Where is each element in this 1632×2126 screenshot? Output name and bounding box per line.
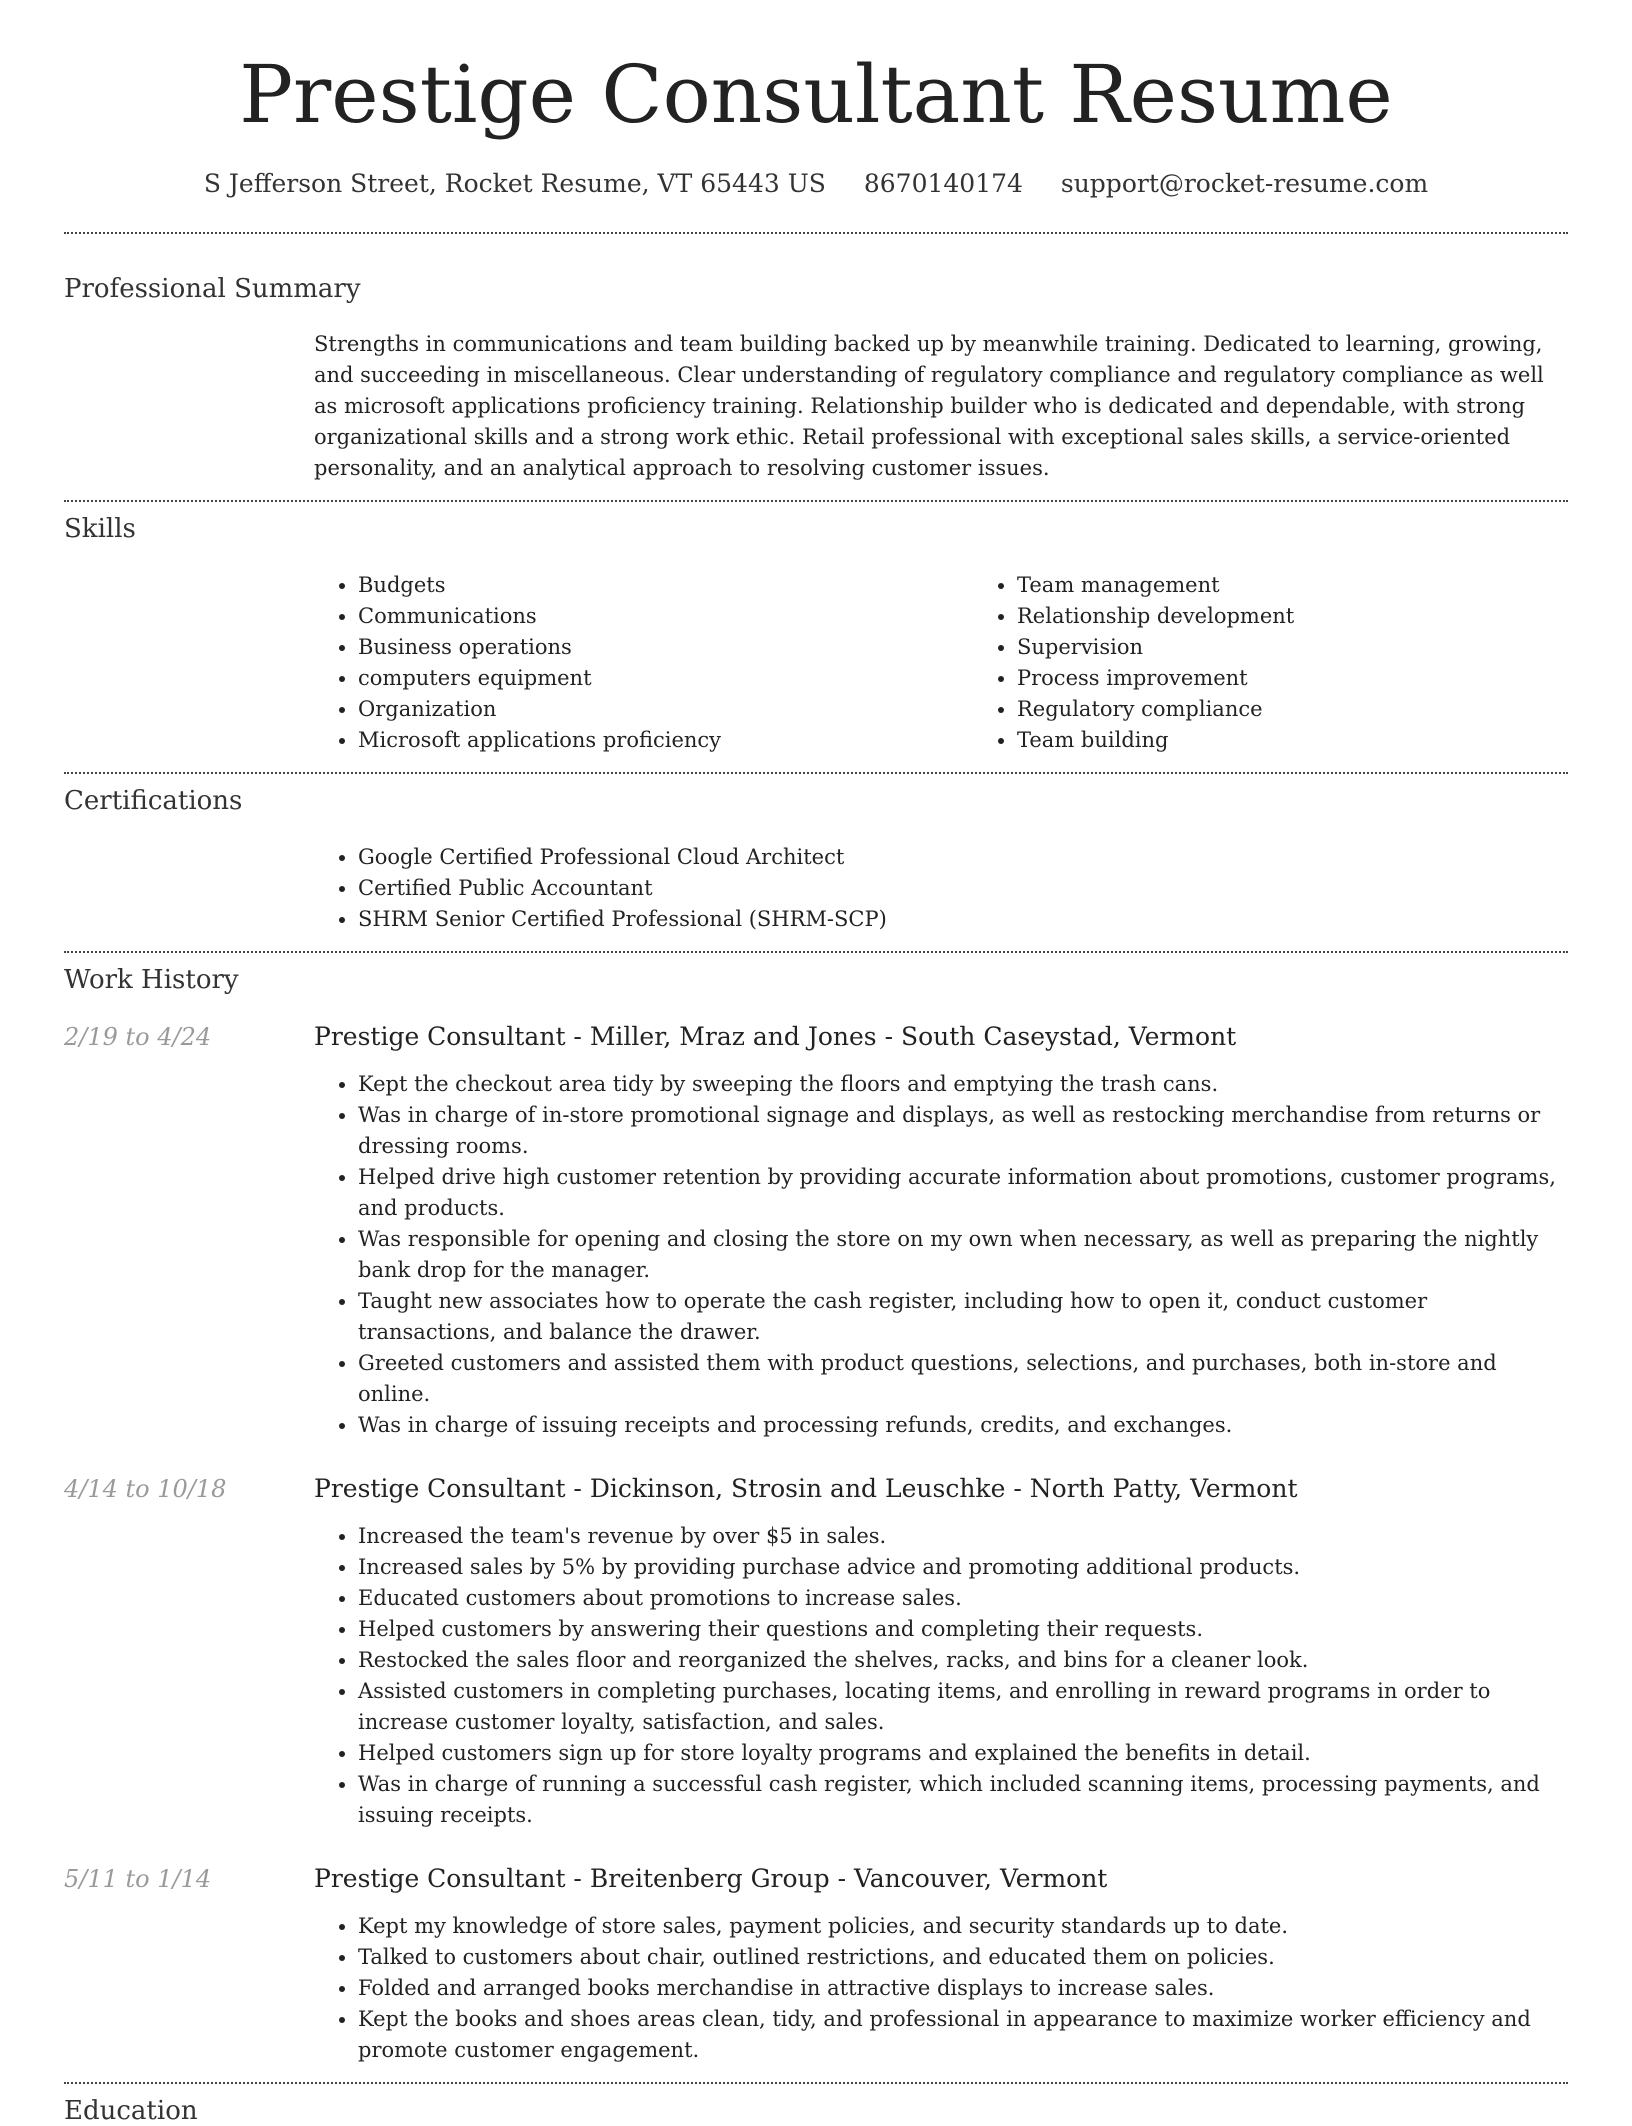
list-item: • Restocked the sales floor and reorganized the shelves, racks, and bins for a cleaner look. [358,1645,1568,1676]
summary-content [314,329,1568,484]
skills-list-right [973,570,1632,756]
list-item: • Supervision [1017,632,1632,663]
section-heading: Skills [64,514,136,544]
section-heading: Professional Summary [64,274,361,304]
list-item: • Team management [1017,570,1632,601]
list-item: • Was responsible for opening and closing the store on my own when necessary, as well as preparing the nightly bank drop for the manager. [358,1224,1568,1286]
list-item: • Regulatory compliance [1017,694,1632,725]
section-education [64,2084,1568,2126]
job-title: Prestige Consultant - Breitenberg Group - Vancouver, Vermont [314,1864,1108,1893]
job-entry [64,1471,1568,1831]
list-item: • Relationship development [1017,601,1632,632]
section-heading: Education [64,2096,198,2126]
list-item: • Microsoft applications proficiency [358,725,973,756]
list-item: • Was in charge of in-store promotional signage and displays, as well as restocking merchandise from returns or dressing rooms. [358,1100,1568,1162]
certifications-content [314,842,1568,935]
list-item: • Increased sales by 5% by providing purchase advice and promoting additional products. [358,1552,1568,1583]
certifications-list [314,842,1568,935]
contact-line [64,169,1568,198]
list-item: • computers equipment [358,663,973,694]
job-bullets [314,1911,1568,2066]
list-item: • Certified Public Accountant [358,873,1568,904]
list-item: • Kept the checkout area tidy by sweeping the floors and emptying the trash cans. [358,1069,1568,1100]
section-certifications [64,774,1568,935]
job-bullets [314,1069,1568,1441]
list-item: • Process improvement [1017,663,1632,694]
summary-text: Strengths in communications and team building backed up by meanwhile training. Dedicated to learning, growing, and succeeding in miscellaneous. Clear understanding of regulatory compliance and regulatory compliance as well as microsoft applications proficiency training. Relationship builder who is dedicated and dependable, with strong organizational skills and a strong work ethic. Retail professional with exceptional sales skills, a service-oriented personality, and an analytical approach to resolving customer issues. [314,332,1544,480]
list-item: • Helped drive high customer retention by providing accurate information about promotions, customer programs, and products. [358,1162,1568,1224]
job-entry [64,1861,1568,2066]
job-title: Prestige Consultant - Dickinson, Strosin and Leuschke - North Patty, Vermont [314,1474,1298,1503]
list-item: • Kept my knowledge of store sales, payment policies, and security standards up to date. [358,1911,1568,1942]
list-item: • Business operations [358,632,973,663]
resume-title: Prestige Consultant Resume [239,48,1393,141]
list-item: • Google Certified Professional Cloud Architect [358,842,1568,873]
list-item: • Communications [358,601,973,632]
contact-email: support@rocket-resume.com [1060,169,1429,198]
section-heading: Work History [64,965,239,995]
list-item: • Increased the team's revenue by over $5 in sales. [358,1521,1568,1552]
contact-phone: 8670140174 [863,169,1023,198]
job-title: Prestige Consultant - Miller, Mraz and Jones - South Caseystad, Vermont [314,1022,1237,1051]
list-item: • Folded and arranged books merchandise in attractive displays to increase sales. [358,1973,1568,2004]
contact-address: S Jefferson Street, Rocket Resume, VT 65443 US [203,169,826,198]
job-bullets [314,1521,1568,1831]
list-item: • Greeted customers and assisted them with product questions, selections, and purchases, both in-store and online. [358,1348,1568,1410]
list-item: • Budgets [358,570,973,601]
list-item: • Kept the books and shoes areas clean, tidy, and professional in appearance to maximize worker efficiency and promote customer engagement. [358,2004,1568,2066]
list-item: • Educated customers about promotions to increase sales. [358,1583,1568,1614]
section-professional-summary [64,234,1568,484]
skills-grid [314,570,1568,756]
section-work-history [64,953,1568,2066]
list-item: • Talked to customers about chair, outlined restrictions, and educated them on policies. [358,1942,1568,1973]
section-heading: Certifications [64,786,243,816]
list-item: • Assisted customers in completing purchases, locating items, and enrolling in reward programs in order to increase customer loyalty, satisfaction, and sales. [358,1676,1568,1738]
job-entry [64,1019,1568,1441]
list-item: • Helped customers sign up for store loyalty programs and explained the benefits in detail. [358,1738,1568,1769]
job-dates: 5/11 to 1/14 [64,1865,212,1893]
list-item: • Taught new associates how to operate the cash register, including how to open it, conduct customer transactions, and balance the drawer. [358,1286,1568,1348]
list-item: • Was in charge of running a successful cash register, which included scanning items, processing payments, and issuing receipts. [358,1769,1568,1831]
section-skills [64,502,1568,756]
job-dates: 2/19 to 4/24 [64,1023,212,1051]
list-item: • Team building [1017,725,1632,756]
list-item: • Helped customers by answering their questions and completing their requests. [358,1614,1568,1645]
resume-page [64,0,1568,2126]
list-item: • Was in charge of issuing receipts and processing refunds, credits, and exchanges. [358,1410,1568,1441]
job-dates: 4/14 to 10/18 [64,1475,227,1503]
list-item: • SHRM Senior Certified Professional (SHRM-SCP) [358,904,1568,935]
list-item: • Organization [358,694,973,725]
skills-list-left [314,570,973,756]
